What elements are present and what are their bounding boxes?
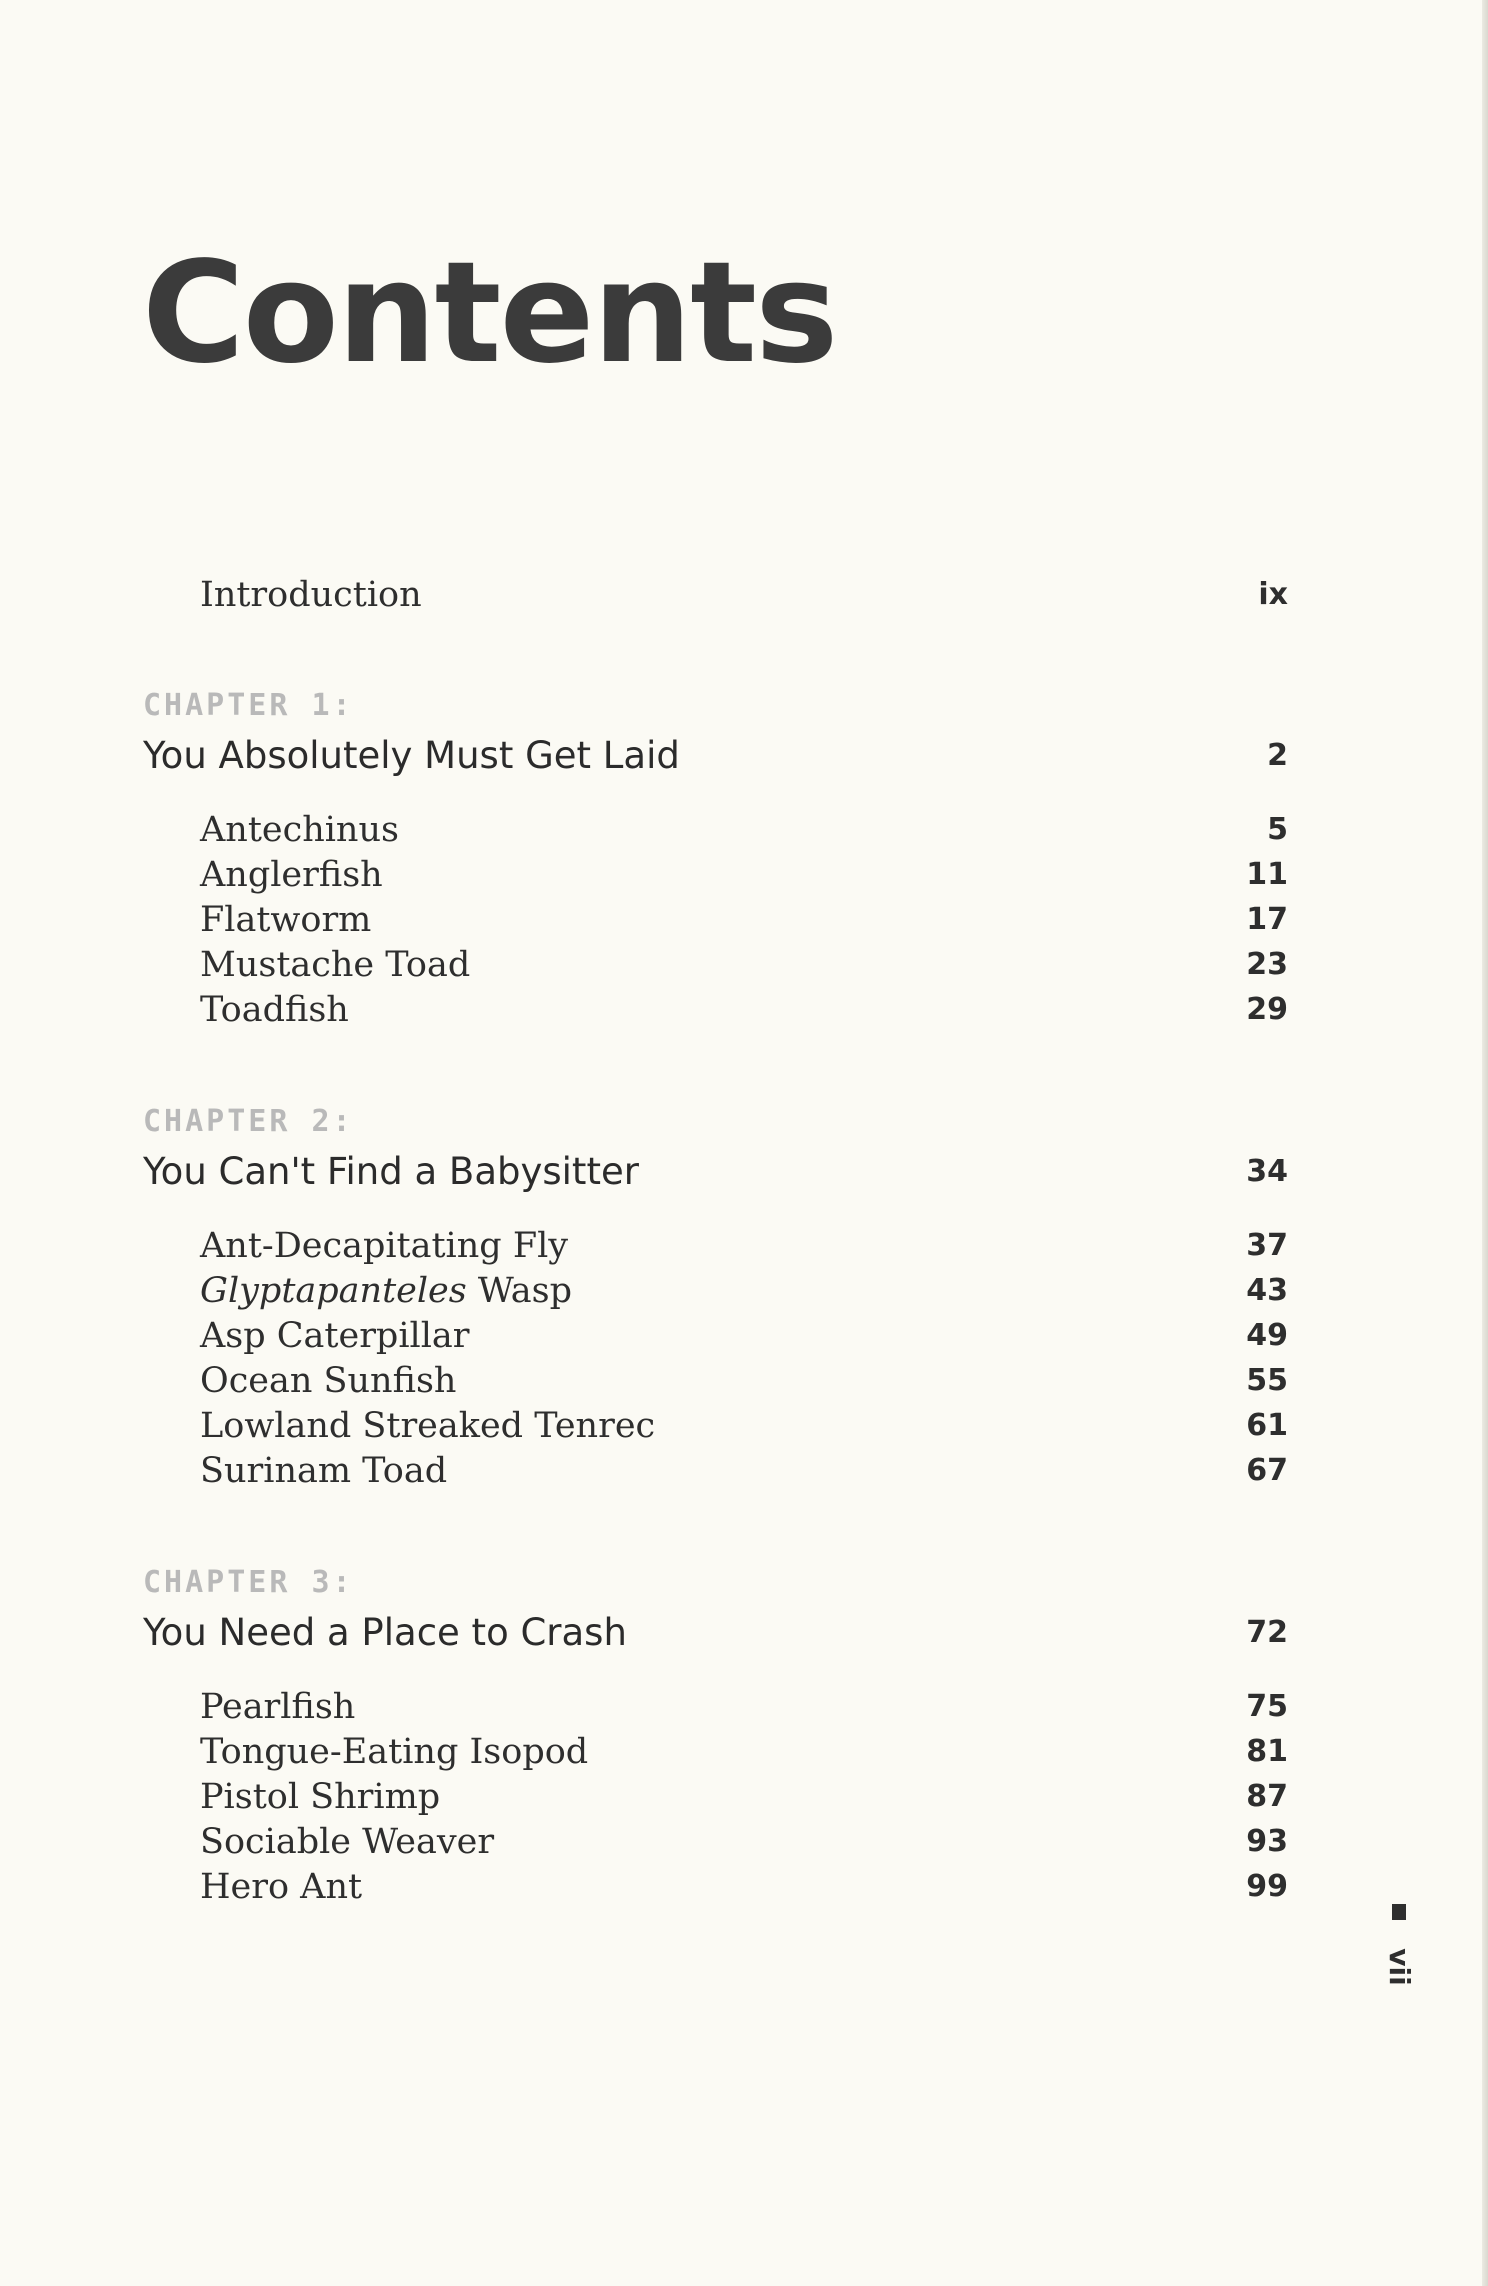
entry-title: Asp Caterpillar bbox=[200, 1316, 470, 1356]
folio-page-number: vii bbox=[1383, 1948, 1416, 1986]
toc-entry[interactable] bbox=[0, 1684, 1488, 1730]
page-number: 49 bbox=[1246, 1318, 1288, 1353]
entry-title: Pearlfish bbox=[200, 1687, 356, 1727]
entry-title: Tongue-Eating Isopod bbox=[200, 1732, 589, 1772]
chapter-label-2: CHAPTER 2: bbox=[143, 1104, 354, 1139]
page-number: 75 bbox=[1246, 1689, 1288, 1724]
entry-title: Hero Ant bbox=[200, 1867, 363, 1907]
toc-entry[interactable] bbox=[0, 807, 1488, 853]
entry-title: Antechinus bbox=[200, 810, 399, 850]
entry-title-rest: Wasp bbox=[466, 1271, 573, 1311]
page-number: 99 bbox=[1246, 1869, 1288, 1904]
entry-title: Surinam Toad bbox=[200, 1451, 448, 1491]
page-number: 23 bbox=[1246, 947, 1288, 982]
toc-entry[interactable] bbox=[0, 1358, 1488, 1404]
entry-title: Lowland Streaked Tenrec bbox=[200, 1406, 656, 1446]
toc-entry[interactable] bbox=[0, 1774, 1488, 1820]
entry-title: Sociable Weaver bbox=[200, 1822, 495, 1862]
entry-title: Mustache Toad bbox=[200, 945, 471, 985]
toc-entry-introduction[interactable] bbox=[0, 572, 1488, 618]
toc-entry[interactable] bbox=[0, 852, 1488, 898]
chapter-label-1: CHAPTER 1: bbox=[143, 688, 354, 723]
toc-entry[interactable] bbox=[0, 1729, 1488, 1775]
entry-title: Anglerfish bbox=[200, 855, 383, 895]
toc-entry[interactable] bbox=[0, 942, 1488, 988]
entry-title: Ant-Decapitating Fly bbox=[200, 1226, 569, 1266]
folio-square-icon bbox=[1392, 1904, 1406, 1920]
chapter-label-3: CHAPTER 3: bbox=[143, 1565, 354, 1600]
entry-title: Pistol Shrimp bbox=[200, 1777, 441, 1817]
page-number: 72 bbox=[1246, 1615, 1288, 1650]
chapter-heading-3[interactable] bbox=[0, 1610, 1488, 1656]
toc-entry[interactable] bbox=[0, 1864, 1488, 1910]
entry-title: Toadfish bbox=[200, 990, 349, 1030]
page-number: 81 bbox=[1246, 1734, 1288, 1769]
page-number: 43 bbox=[1246, 1273, 1288, 1308]
page-number: 29 bbox=[1246, 992, 1288, 1027]
toc-entry[interactable] bbox=[0, 897, 1488, 943]
chapter-title: You Need a Place to Crash bbox=[143, 1611, 627, 1654]
chapter-title: You Absolutely Must Get Laid bbox=[143, 734, 680, 777]
toc-entry[interactable] bbox=[0, 1403, 1488, 1449]
folio bbox=[1383, 1900, 1416, 2010]
page-number: 11 bbox=[1246, 857, 1288, 892]
chapter-title: You Can't Find a Babysitter bbox=[143, 1150, 639, 1193]
toc-entry[interactable] bbox=[0, 1313, 1488, 1359]
page-number: 5 bbox=[1267, 812, 1288, 847]
page-number: 34 bbox=[1246, 1154, 1288, 1189]
page-number: 87 bbox=[1246, 1779, 1288, 1814]
page-number: 2 bbox=[1267, 738, 1288, 773]
page-number: 17 bbox=[1246, 902, 1288, 937]
page-number: 93 bbox=[1246, 1824, 1288, 1859]
chapter-heading-1[interactable] bbox=[0, 733, 1488, 779]
toc-entry[interactable] bbox=[0, 1268, 1488, 1314]
entry-title: Introduction bbox=[200, 575, 422, 615]
page-title: Contents bbox=[142, 231, 837, 395]
entry-title: Flatworm bbox=[200, 900, 372, 940]
toc-entry[interactable] bbox=[0, 1819, 1488, 1865]
page-number: 37 bbox=[1246, 1228, 1288, 1263]
toc-entry[interactable] bbox=[0, 1223, 1488, 1269]
entry-title bbox=[200, 1268, 572, 1314]
page-number: ix bbox=[1258, 577, 1288, 612]
entry-title-italic: Glyptapanteles bbox=[200, 1271, 467, 1311]
page-number: 61 bbox=[1246, 1408, 1288, 1443]
toc-entry[interactable] bbox=[0, 1448, 1488, 1494]
chapter-heading-2[interactable] bbox=[0, 1149, 1488, 1195]
entry-title: Ocean Sunfish bbox=[200, 1361, 457, 1401]
toc-entry[interactable] bbox=[0, 987, 1488, 1033]
page-number: 55 bbox=[1246, 1363, 1288, 1398]
page-edge bbox=[1482, 0, 1488, 2286]
page-number: 67 bbox=[1246, 1453, 1288, 1488]
